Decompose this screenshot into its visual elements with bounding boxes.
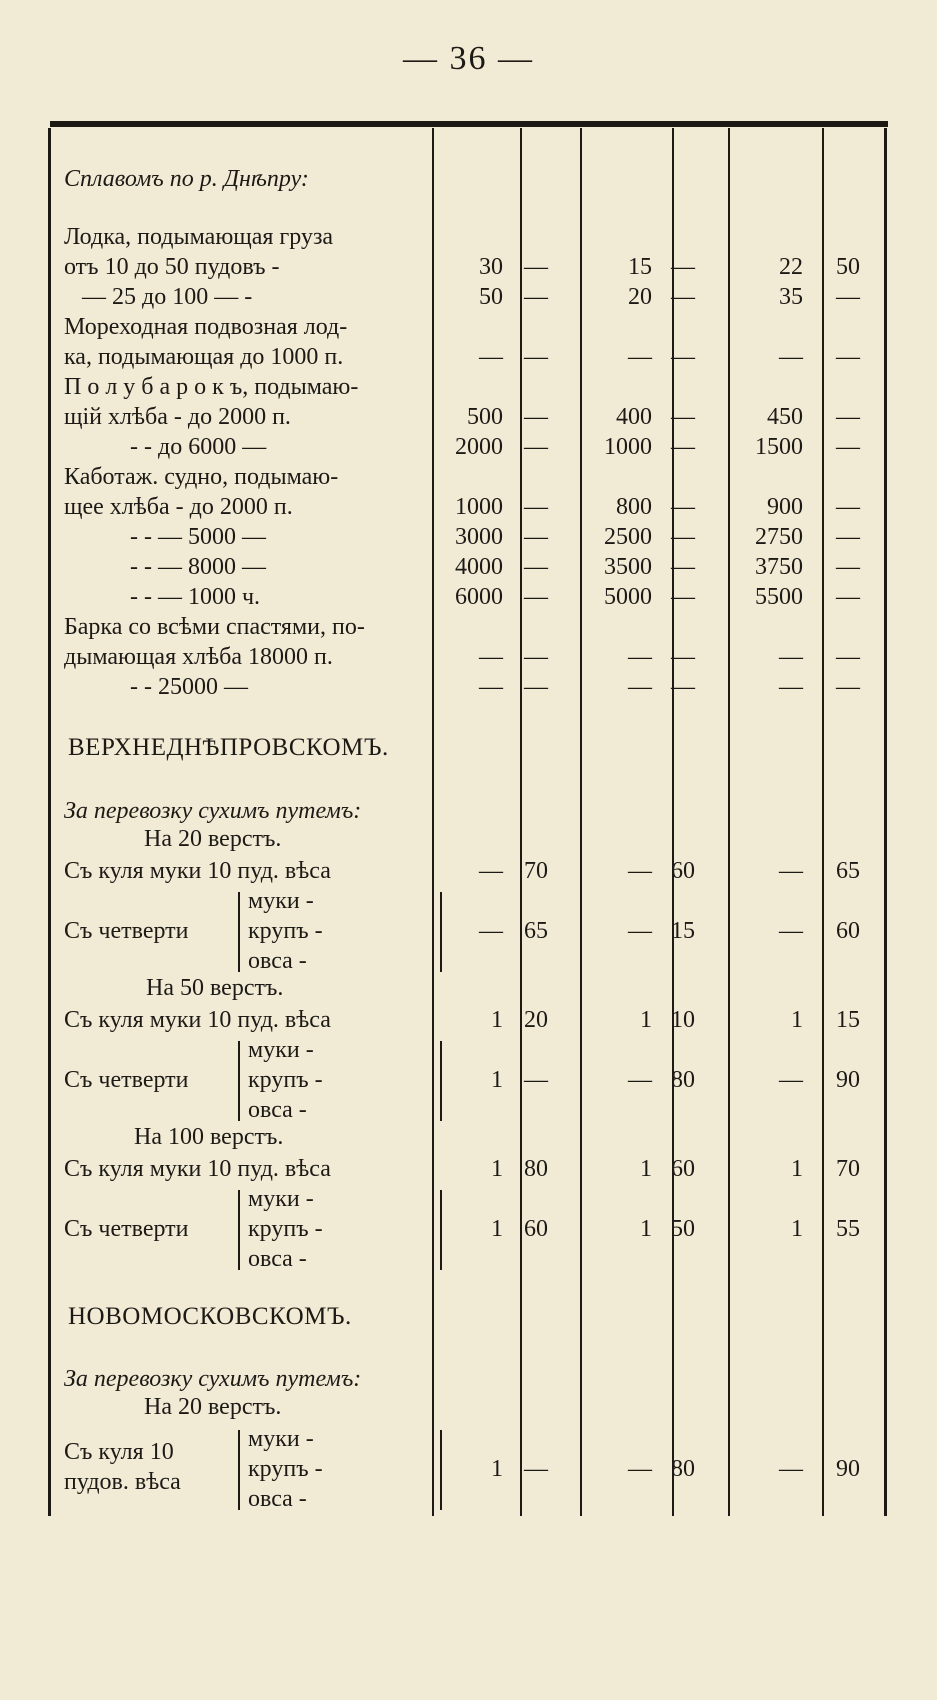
table-cell: 1 bbox=[791, 1216, 803, 1242]
table-cell: — bbox=[836, 494, 860, 520]
table-cell: 1 bbox=[491, 1216, 503, 1242]
table-cell: 30 bbox=[479, 254, 503, 280]
table-cell: 1 bbox=[640, 1216, 652, 1242]
table-cell: — bbox=[671, 434, 695, 460]
table-cell: 5000 bbox=[604, 584, 652, 610]
column-rule bbox=[672, 128, 674, 1516]
grain-label: муки - bbox=[248, 888, 314, 914]
table-cell: — bbox=[671, 404, 695, 430]
dry-transport-label-2: За перевозку сухимъ путемъ: bbox=[64, 1366, 362, 1392]
table-cell: 35 bbox=[779, 284, 803, 310]
table-cell: 60 bbox=[836, 918, 860, 944]
table-cell: 65 bbox=[836, 858, 860, 884]
table-cell: 20 bbox=[524, 1007, 548, 1033]
table-cell: 70 bbox=[524, 858, 548, 884]
brace-right bbox=[440, 892, 442, 972]
table-cell: 400 bbox=[616, 404, 652, 430]
table-cell: — bbox=[779, 1067, 803, 1093]
distance-20: На 20 верстъ. bbox=[144, 826, 282, 852]
row-label: щее хлѣба - до 2000 п. bbox=[64, 494, 293, 520]
table-cell: — bbox=[479, 344, 503, 370]
table-cell: 900 bbox=[767, 494, 803, 520]
column-rule bbox=[580, 128, 582, 1516]
table-cell: — bbox=[671, 494, 695, 520]
column-rule bbox=[520, 128, 522, 1516]
table-cell: 1500 bbox=[755, 434, 803, 460]
table-cell: — bbox=[524, 284, 548, 310]
table-cell: 450 bbox=[767, 404, 803, 430]
grain-label: овса - bbox=[248, 1246, 307, 1272]
grain-label: муки - bbox=[248, 1037, 314, 1063]
table-cell: — bbox=[779, 644, 803, 670]
table-cell: — bbox=[479, 674, 503, 700]
table-cell: 60 bbox=[671, 858, 695, 884]
brace-left bbox=[238, 1430, 240, 1510]
table-cell: — bbox=[479, 918, 503, 944]
column-rule bbox=[884, 128, 887, 1516]
distance-20-novo: На 20 верстъ. bbox=[144, 1394, 282, 1420]
row-label: — 25 до 100 — - bbox=[82, 284, 253, 310]
brace-right bbox=[440, 1190, 442, 1270]
table-cell: — bbox=[628, 1067, 652, 1093]
column-rule bbox=[822, 128, 824, 1516]
table-cell: — bbox=[524, 434, 548, 460]
table-cell: — bbox=[479, 858, 503, 884]
table-cell: 70 bbox=[836, 1156, 860, 1182]
top-rule bbox=[50, 121, 888, 127]
row-label: - - — 5000 — bbox=[130, 524, 266, 550]
table-cell: 500 bbox=[467, 404, 503, 430]
table-cell: 80 bbox=[671, 1067, 695, 1093]
table-cell: — bbox=[671, 284, 695, 310]
grain-label: овса - bbox=[248, 1486, 307, 1512]
row-label: П о л у б а р о к ъ, подымаю- bbox=[64, 374, 359, 400]
table-cell: — bbox=[479, 644, 503, 670]
chetv-label: Съ четверти bbox=[64, 1067, 189, 1093]
table-cell: 3000 bbox=[455, 524, 503, 550]
table-cell: 1 bbox=[491, 1007, 503, 1033]
kul-label: Съ куля муки 10 пуд. вѣса bbox=[64, 1007, 331, 1033]
grain-label: крупъ - bbox=[248, 1456, 323, 1482]
table-cell: 6000 bbox=[455, 584, 503, 610]
table-cell: — bbox=[628, 1456, 652, 1482]
table-cell: 1 bbox=[791, 1156, 803, 1182]
brace-left bbox=[238, 1041, 240, 1121]
grain-label: крупъ - bbox=[248, 918, 323, 944]
row-label: щій хлѣба - до 2000 п. bbox=[64, 404, 291, 430]
row-label: Мореходная подвозная лод- bbox=[64, 314, 348, 340]
table-cell: — bbox=[671, 344, 695, 370]
brace-left bbox=[238, 1190, 240, 1270]
table-cell: — bbox=[836, 284, 860, 310]
table-cell: 80 bbox=[524, 1156, 548, 1182]
column-rule bbox=[728, 128, 730, 1516]
table-cell: 5500 bbox=[755, 584, 803, 610]
table-cell: — bbox=[836, 644, 860, 670]
table-cell: — bbox=[836, 674, 860, 700]
table-cell: 90 bbox=[836, 1067, 860, 1093]
table-cell: — bbox=[836, 434, 860, 460]
table-cell: 10 bbox=[671, 1007, 695, 1033]
table-cell: — bbox=[671, 524, 695, 550]
table-cell: 22 bbox=[779, 254, 803, 280]
table-cell: 50 bbox=[479, 284, 503, 310]
kul-label: Съ куля муки 10 пуд. вѣса bbox=[64, 1156, 331, 1182]
row-label: - - до 6000 — bbox=[130, 434, 267, 460]
table-cell: 800 bbox=[616, 494, 652, 520]
heading-novo: НОВОМОСКОВСКОМЪ. bbox=[68, 1303, 352, 1330]
table-cell: 60 bbox=[671, 1156, 695, 1182]
grain-label: овса - bbox=[248, 948, 307, 974]
heading-verkh: ВЕРХНЕДНѢПРОВСКОМЪ. bbox=[68, 734, 389, 761]
table-cell: — bbox=[671, 584, 695, 610]
table-cell: — bbox=[779, 1456, 803, 1482]
table-cell: 15 bbox=[836, 1007, 860, 1033]
table-cell: — bbox=[524, 404, 548, 430]
table-cell: — bbox=[779, 344, 803, 370]
table-cell: — bbox=[524, 344, 548, 370]
distance-100: На 100 верстъ. bbox=[134, 1124, 284, 1150]
chetv-label: Съ четверти bbox=[64, 918, 189, 944]
table-cell: 65 bbox=[524, 918, 548, 944]
dry-transport-label: За перевозку сухимъ путемъ: bbox=[64, 798, 362, 824]
table-cell: — bbox=[779, 674, 803, 700]
table-cell: — bbox=[524, 1456, 548, 1482]
row-label: дымающая хлѣба 18000 п. bbox=[64, 644, 333, 670]
table-cell: 1000 bbox=[455, 494, 503, 520]
table-cell: 55 bbox=[836, 1216, 860, 1242]
grain-label: муки - bbox=[248, 1426, 314, 1452]
table-cell: — bbox=[671, 644, 695, 670]
table-cell: — bbox=[524, 524, 548, 550]
table-cell: 1 bbox=[791, 1007, 803, 1033]
brace-left bbox=[238, 892, 240, 972]
table-cell: 1 bbox=[640, 1007, 652, 1033]
table-cell: — bbox=[836, 554, 860, 580]
table-cell: 1 bbox=[491, 1156, 503, 1182]
page-number: — 36 — bbox=[403, 40, 534, 77]
table-cell: — bbox=[524, 254, 548, 280]
table-cell: 4000 bbox=[455, 554, 503, 580]
row-label: отъ 10 до 50 пудовъ - bbox=[64, 254, 280, 280]
row-label: Барка со всѣми спастями, по- bbox=[64, 614, 365, 640]
table-cell: — bbox=[628, 674, 652, 700]
row-label: Лодка, подымающая груза bbox=[64, 224, 334, 250]
brace-right bbox=[440, 1041, 442, 1121]
table-cell: — bbox=[836, 584, 860, 610]
table-cell: — bbox=[524, 644, 548, 670]
table-cell: 1 bbox=[491, 1067, 503, 1093]
table-cell: — bbox=[524, 554, 548, 580]
table-cell: — bbox=[628, 644, 652, 670]
table-cell: 3750 bbox=[755, 554, 803, 580]
table-cell: 60 bbox=[524, 1216, 548, 1242]
row-label: - - 25000 — bbox=[130, 674, 248, 700]
table-cell: — bbox=[628, 858, 652, 884]
brace-right bbox=[440, 1430, 442, 1510]
table-cell: — bbox=[628, 344, 652, 370]
novo-kul-label: Съ куля 10 bbox=[64, 1439, 174, 1465]
table-cell: 2750 bbox=[755, 524, 803, 550]
distance-50: На 50 верстъ. bbox=[146, 975, 284, 1001]
column-rule bbox=[48, 128, 51, 1516]
table-cell: 50 bbox=[836, 254, 860, 280]
table-cell: — bbox=[671, 554, 695, 580]
grain-label: крупъ - bbox=[248, 1067, 323, 1093]
table-cell: 50 bbox=[671, 1216, 695, 1242]
row-label: ка, подымающая до 1000 п. bbox=[64, 344, 344, 370]
table-cell: 15 bbox=[628, 254, 652, 280]
table-cell: — bbox=[836, 344, 860, 370]
table-cell: — bbox=[836, 404, 860, 430]
table-cell: — bbox=[524, 674, 548, 700]
section-sliv: Сплавомъ по р. Днѣпру: bbox=[64, 166, 309, 192]
table-cell: 2500 bbox=[604, 524, 652, 550]
table-cell: 80 bbox=[671, 1456, 695, 1482]
row-label: - - — 1000 ч. bbox=[130, 584, 261, 610]
table-cell: 1 bbox=[640, 1156, 652, 1182]
table-cell: — bbox=[628, 918, 652, 944]
row-label: Каботаж. судно, подымаю- bbox=[64, 464, 339, 490]
table-cell: 15 bbox=[671, 918, 695, 944]
table-cell: — bbox=[524, 1067, 548, 1093]
table-cell: — bbox=[671, 674, 695, 700]
table-cell: 1 bbox=[491, 1456, 503, 1482]
novo-kul-label: пудов. вѣса bbox=[64, 1469, 181, 1495]
grain-label: овса - bbox=[248, 1097, 307, 1123]
table-cell: 20 bbox=[628, 284, 652, 310]
kul-label: Съ куля муки 10 пуд. вѣса bbox=[64, 858, 331, 884]
table-cell: 1000 bbox=[604, 434, 652, 460]
chetv-label: Съ четверти bbox=[64, 1216, 189, 1242]
table-cell: 3500 bbox=[604, 554, 652, 580]
table-cell: 90 bbox=[836, 1456, 860, 1482]
table-cell: — bbox=[671, 254, 695, 280]
table-cell: — bbox=[524, 494, 548, 520]
row-label: - - — 8000 — bbox=[130, 554, 266, 580]
grain-label: муки - bbox=[248, 1186, 314, 1212]
table-cell: — bbox=[836, 524, 860, 550]
table-cell: 2000 bbox=[455, 434, 503, 460]
table-cell: — bbox=[524, 584, 548, 610]
grain-label: крупъ - bbox=[248, 1216, 323, 1242]
column-rule bbox=[432, 128, 434, 1516]
table-cell: — bbox=[779, 918, 803, 944]
table-cell: — bbox=[779, 858, 803, 884]
